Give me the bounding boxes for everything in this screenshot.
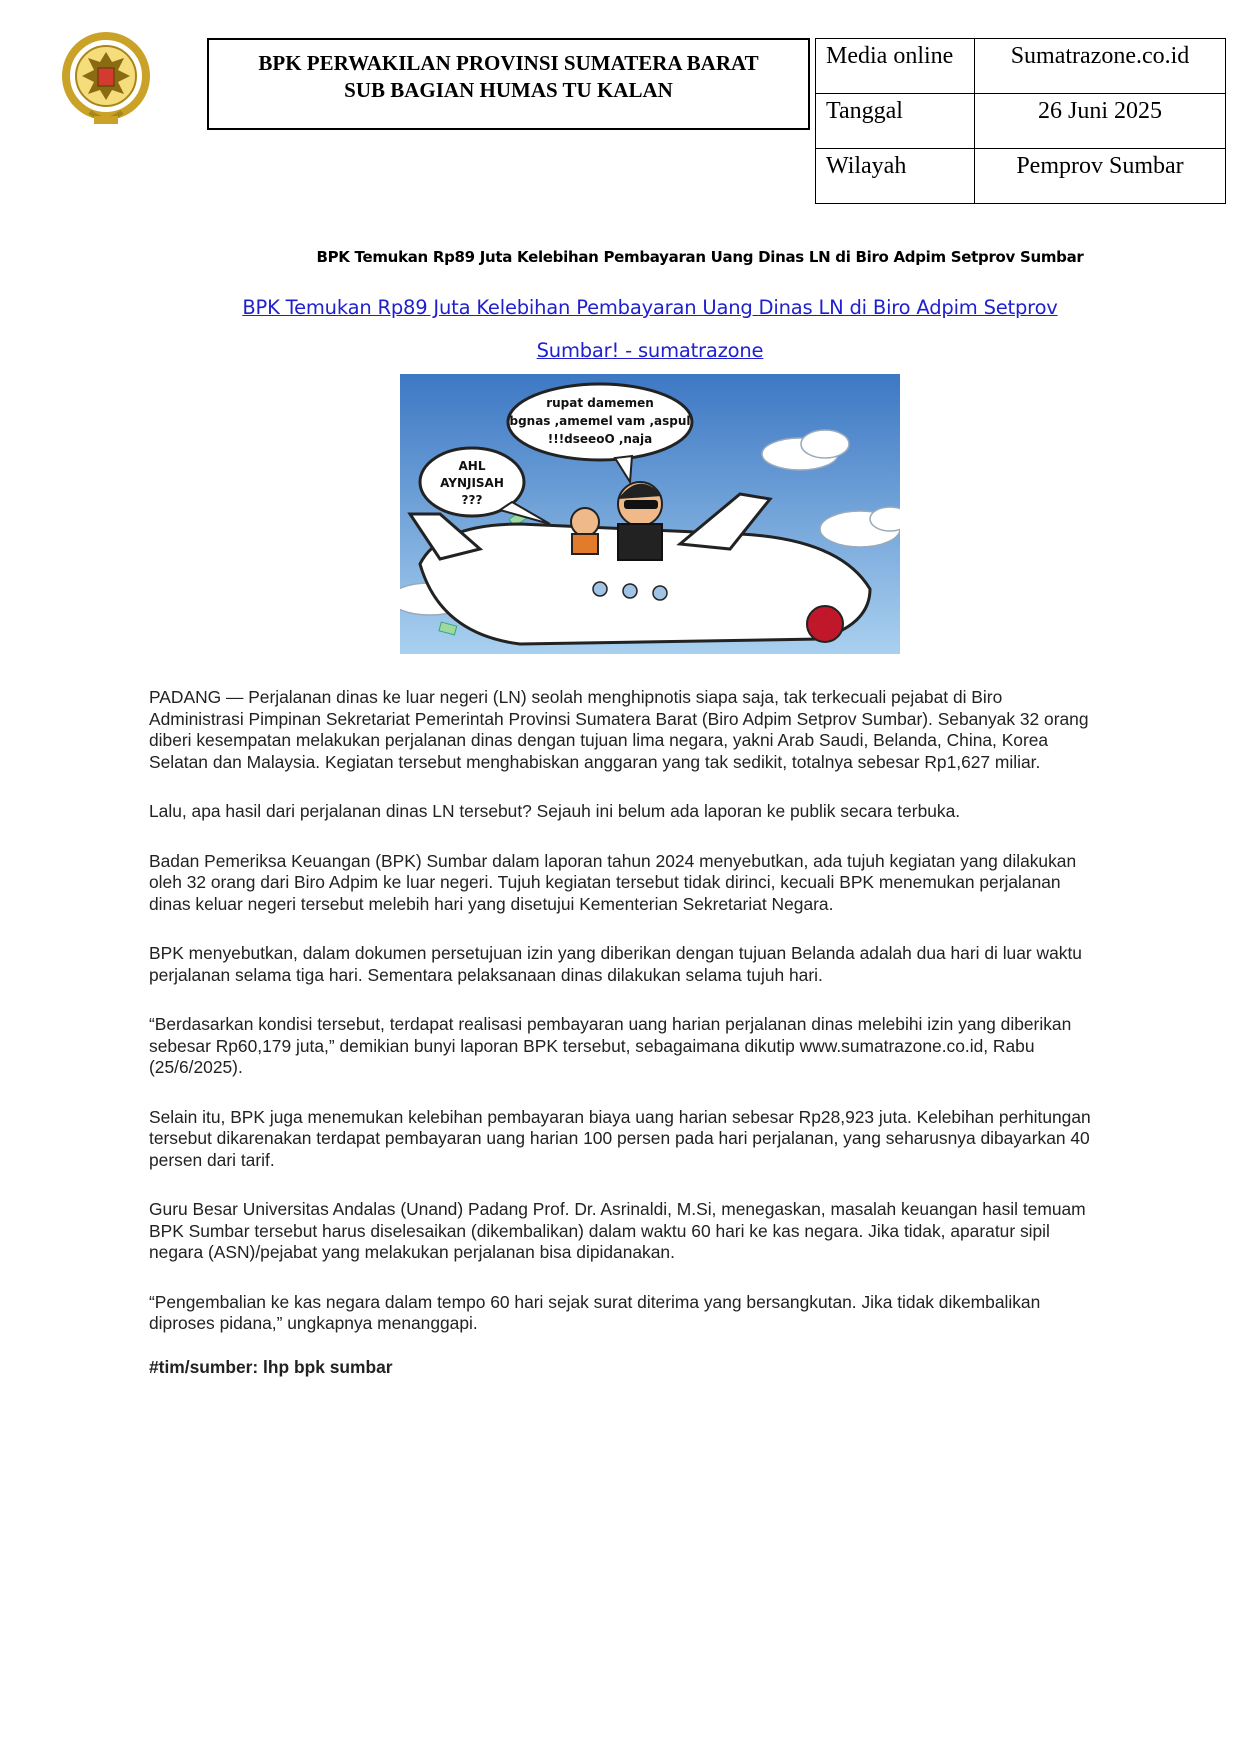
article-paragraph: BPK menyebutkan, dalam dokumen persetujuan izin yang diberikan dengan tujuan Belanda adalah dua hari di luar waktu perjalanan selama tiga hari. Sementara pelaksanaan dinas dilakukan selama tujuh hari.: [149, 943, 1082, 985]
article-paragraph: Guru Besar Universitas Andalas (Unand) Padang Prof. Dr. Asrinaldi, M.Si, menegaskan, masalah keuangan hasil temuam BPK Sumbar tersebut harus diselesaikan (dikembalikan) dalam waktu 60 hari ke kas negara. Jika tidak, aparatur sipil negara (ASN)/pejabat yang melakukan perjalanan bisa dipidanakan.: [149, 1199, 1086, 1262]
meta-label: Wilayah: [816, 149, 975, 204]
article-paragraph: PADANG — Perjalanan dinas ke luar negeri (LN) seolah menghipnotis siapa saja, tak terkecuali pejabat di Biro Administrasi Pimpinan Sekretariat Pemerintah Provinsi Sumatera Barat (Biro Adpim Setprov Sumbar). Sebanyak 32 orang diberi kesempatan melakukan perjalanan dinas dengan tujuan lima negara, yakni Arab Saudi, Belanda, China, Korea Selatan dan Malaysia. Kegiatan tersebut menghabiskan anggaran yang tak sedikit, totalnya sebesar Rp1,627 miliar.: [149, 687, 1089, 772]
source-tag: #tim/sumber: lhp bpk sumbar: [149, 1356, 393, 1377]
cartoon-bubble-text: !!!dseeoO ,naja: [547, 432, 653, 446]
meta-row-media: [816, 39, 1226, 94]
meta-label: Tanggal: [816, 94, 975, 149]
cartoon-bubble-text: bgnas ,amemel vam ,aspul: [509, 414, 691, 428]
article-paragraph: “Pengembalian ke kas negara dalam tempo 60 hari sejak surat diterima yang bersangkutan. Jika tidak dikembalikan diproses pidana,” ungkapnya menanggapi.: [149, 1291, 1041, 1333]
article-link-line2[interactable]: Sumbar! - sumatrazone: [536, 339, 764, 362]
meta-row-date: [816, 94, 1226, 149]
airplane-cartoon-image: [400, 374, 900, 654]
meta-value: Pemprov Sumbar: [975, 149, 1226, 204]
cartoon-bubble-text: AHL: [458, 459, 486, 473]
cartoon-bubble-text: AYNJISAH: [440, 476, 504, 490]
meta-value: 26 Juni 2025: [975, 94, 1226, 149]
cartoon-bubble-text: ???: [461, 493, 483, 507]
garuda-emblem-logo: [60, 28, 152, 130]
article-source-link[interactable]: [190, 286, 1110, 372]
meta-row-region: [816, 149, 1226, 204]
meta-value: Sumatrazone.co.id: [975, 39, 1226, 94]
meta-label: Media online: [816, 39, 975, 94]
article-paragraph: Selain itu, BPK juga menemukan kelebihan pembayaran biaya uang harian sebesar Rp28,923 juta. Kelebihan perhitungan tersebut dikarenakan terdapat pembayaran uang harian 100 persen pada hari perjalanan, yang seharusnya dibayarkan 40 persen dari tarif.: [149, 1106, 1091, 1170]
org-name-line2: SUB BAGIAN HUMAS TU KALAN: [344, 78, 673, 102]
article-paragraph: Lalu, apa hasil dari perjalanan dinas LN tersebut? Sejauh ini belum ada laporan ke publik secara terbuka.: [149, 801, 961, 821]
organization-header-box: [207, 38, 810, 130]
article-link-line1[interactable]: BPK Temukan Rp89 Juta Kelebihan Pembayaran Uang Dinas LN di Biro Adpim Setprov: [242, 296, 1058, 319]
article-title: BPK Temukan Rp89 Juta Kelebihan Pembayaran Uang Dinas LN di Biro Adpim Setprov Sumbar: [316, 248, 1084, 266]
org-name-line1: BPK PERWAKILAN PROVINSI SUMATERA BARAT: [258, 51, 759, 75]
article-body: [149, 687, 1099, 1406]
article-paragraph: “Berdasarkan kondisi tersebut, terdapat realisasi pembayaran uang harian perjalanan dinas melebihi izin yang diberikan sebesar Rp60,179 juta,” demikian bunyi laporan BPK tersebut, sebagaimana dikutip www.sumatrazone.co.id, Rabu (25/6/2025).: [149, 1014, 1072, 1077]
article-paragraph: Badan Pemeriksa Keuangan (BPK) Sumbar dalam laporan tahun 2024 menyebutkan, ada tujuh kegiatan yang dilakukan oleh 32 orang dari Biro Adpim ke luar negeri. Tujuh kegiatan tersebut tidak dirinci, kecuali BPK menemukan perjalanan dinas keluar negeri tersebut melebih hari yang disetujui Kementerian Sekretariat Negara.: [149, 850, 1077, 914]
media-metadata-table: [815, 38, 1226, 204]
cartoon-bubble-text: rupat damemen: [546, 396, 654, 410]
